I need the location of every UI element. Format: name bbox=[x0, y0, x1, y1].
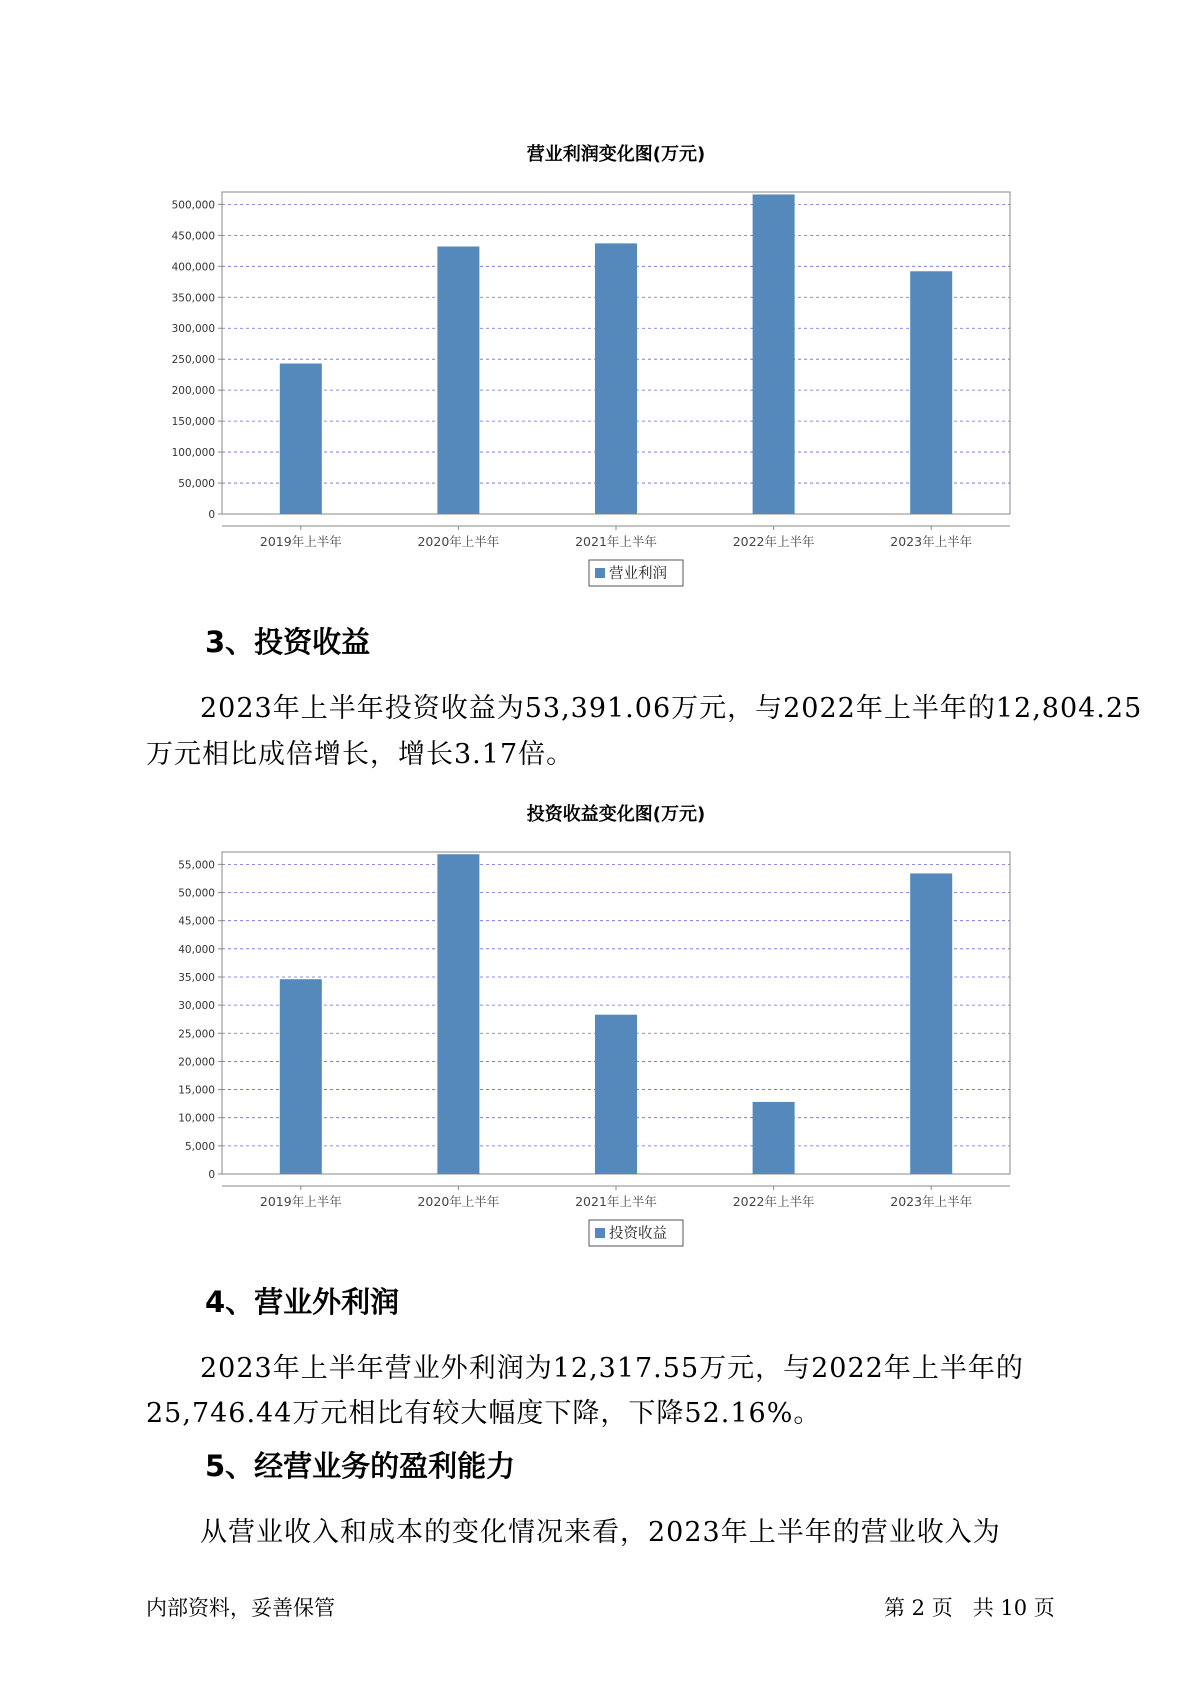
y-tick-label: 5,000 bbox=[184, 1140, 215, 1153]
section-3-paragraph-line-2: 万元相比成倍增长，增长3.17倍。 bbox=[146, 739, 575, 770]
bar bbox=[437, 246, 479, 514]
section-4-heading: 4、营业外利润 bbox=[205, 1285, 400, 1319]
section-4-paragraph-line-1: 2023年上半年营业外利润为12,317.55万元，与2022年上半年的 bbox=[200, 1353, 1024, 1384]
section-5-paragraph-line-1: 从营业收入和成本的变化情况来看，2023年上半年的营业收入为 bbox=[200, 1517, 1001, 1548]
bar bbox=[910, 271, 952, 514]
y-tick-label: 0 bbox=[208, 1169, 215, 1181]
section-3-paragraph-line-1: 2023年上半年投资收益为53,391.06万元，与2022年上半年的12,804.25 bbox=[200, 693, 1143, 724]
y-tick-label: 50,000 bbox=[178, 887, 215, 900]
x-tick-label: 2021年上半年 bbox=[575, 534, 657, 549]
y-tick-label: 200,000 bbox=[171, 385, 215, 398]
y-tick-label: 400,000 bbox=[171, 261, 215, 274]
legend-label: 投资收益 bbox=[609, 1226, 667, 1242]
bar bbox=[437, 854, 479, 1174]
x-tick-label: 2022年上半年 bbox=[732, 1194, 815, 1209]
x-tick-label: 2021年上半年 bbox=[575, 1194, 657, 1209]
investment-income-chart-svg bbox=[0, 790, 1191, 1250]
legend-swatch bbox=[595, 568, 605, 578]
x-tick-label: 2020年上半年 bbox=[417, 534, 500, 549]
operating-profit-chart bbox=[0, 130, 1191, 590]
y-tick-label: 25,000 bbox=[178, 1028, 215, 1041]
y-tick-label: 100,000 bbox=[171, 447, 215, 460]
y-tick-label: 0 bbox=[208, 509, 215, 521]
y-tick-label: 15,000 bbox=[178, 1084, 215, 1097]
y-tick-label: 350,000 bbox=[171, 292, 215, 305]
section-5-heading: 5、经营业务的盈利能力 bbox=[205, 1449, 516, 1483]
bar bbox=[910, 873, 952, 1174]
y-tick-label: 40,000 bbox=[178, 943, 215, 956]
x-tick-label: 2020年上半年 bbox=[417, 1194, 500, 1209]
y-tick-label: 45,000 bbox=[178, 915, 215, 928]
x-tick-label: 2023年上半年 bbox=[890, 1194, 973, 1209]
legend-swatch bbox=[595, 1228, 605, 1238]
bar bbox=[753, 194, 795, 514]
y-tick-label: 20,000 bbox=[178, 1056, 215, 1069]
y-tick-label: 30,000 bbox=[178, 1000, 215, 1013]
footer-confidential-note: 内部资料，妥善保管 bbox=[146, 1596, 335, 1620]
y-tick-label: 250,000 bbox=[171, 354, 215, 367]
bar bbox=[595, 243, 637, 514]
y-tick-label: 10,000 bbox=[178, 1112, 215, 1125]
x-tick-label: 2023年上半年 bbox=[890, 534, 973, 549]
y-tick-label: 150,000 bbox=[171, 416, 215, 429]
operating-profit-chart-svg bbox=[0, 130, 1191, 590]
chart-title: 营业利润变化图(万元) bbox=[526, 144, 706, 165]
section-4-paragraph-line-2: 25,746.44万元相比有较大幅度下降，下降52.16%。 bbox=[146, 1398, 822, 1429]
x-tick-label: 2019年上半年 bbox=[259, 534, 342, 549]
x-tick-label: 2022年上半年 bbox=[732, 534, 815, 549]
y-tick-label: 55,000 bbox=[178, 859, 215, 872]
y-tick-label: 450,000 bbox=[171, 230, 215, 243]
bar bbox=[280, 979, 322, 1174]
section-3-heading: 3、投资收益 bbox=[205, 625, 371, 659]
chart-title: 投资收益变化图(万元) bbox=[526, 804, 706, 825]
y-tick-label: 50,000 bbox=[178, 478, 215, 491]
bar bbox=[753, 1102, 795, 1174]
y-tick-label: 500,000 bbox=[171, 199, 215, 212]
legend-label: 营业利润 bbox=[609, 566, 667, 582]
y-tick-label: 300,000 bbox=[171, 323, 215, 336]
x-tick-label: 2019年上半年 bbox=[259, 1194, 342, 1209]
bar bbox=[280, 364, 322, 514]
y-tick-label: 35,000 bbox=[178, 971, 215, 984]
bar bbox=[595, 1015, 637, 1174]
footer-page-number: 第 2 页 共 10 页 bbox=[884, 1596, 1055, 1620]
investment-income-chart bbox=[0, 790, 1191, 1250]
